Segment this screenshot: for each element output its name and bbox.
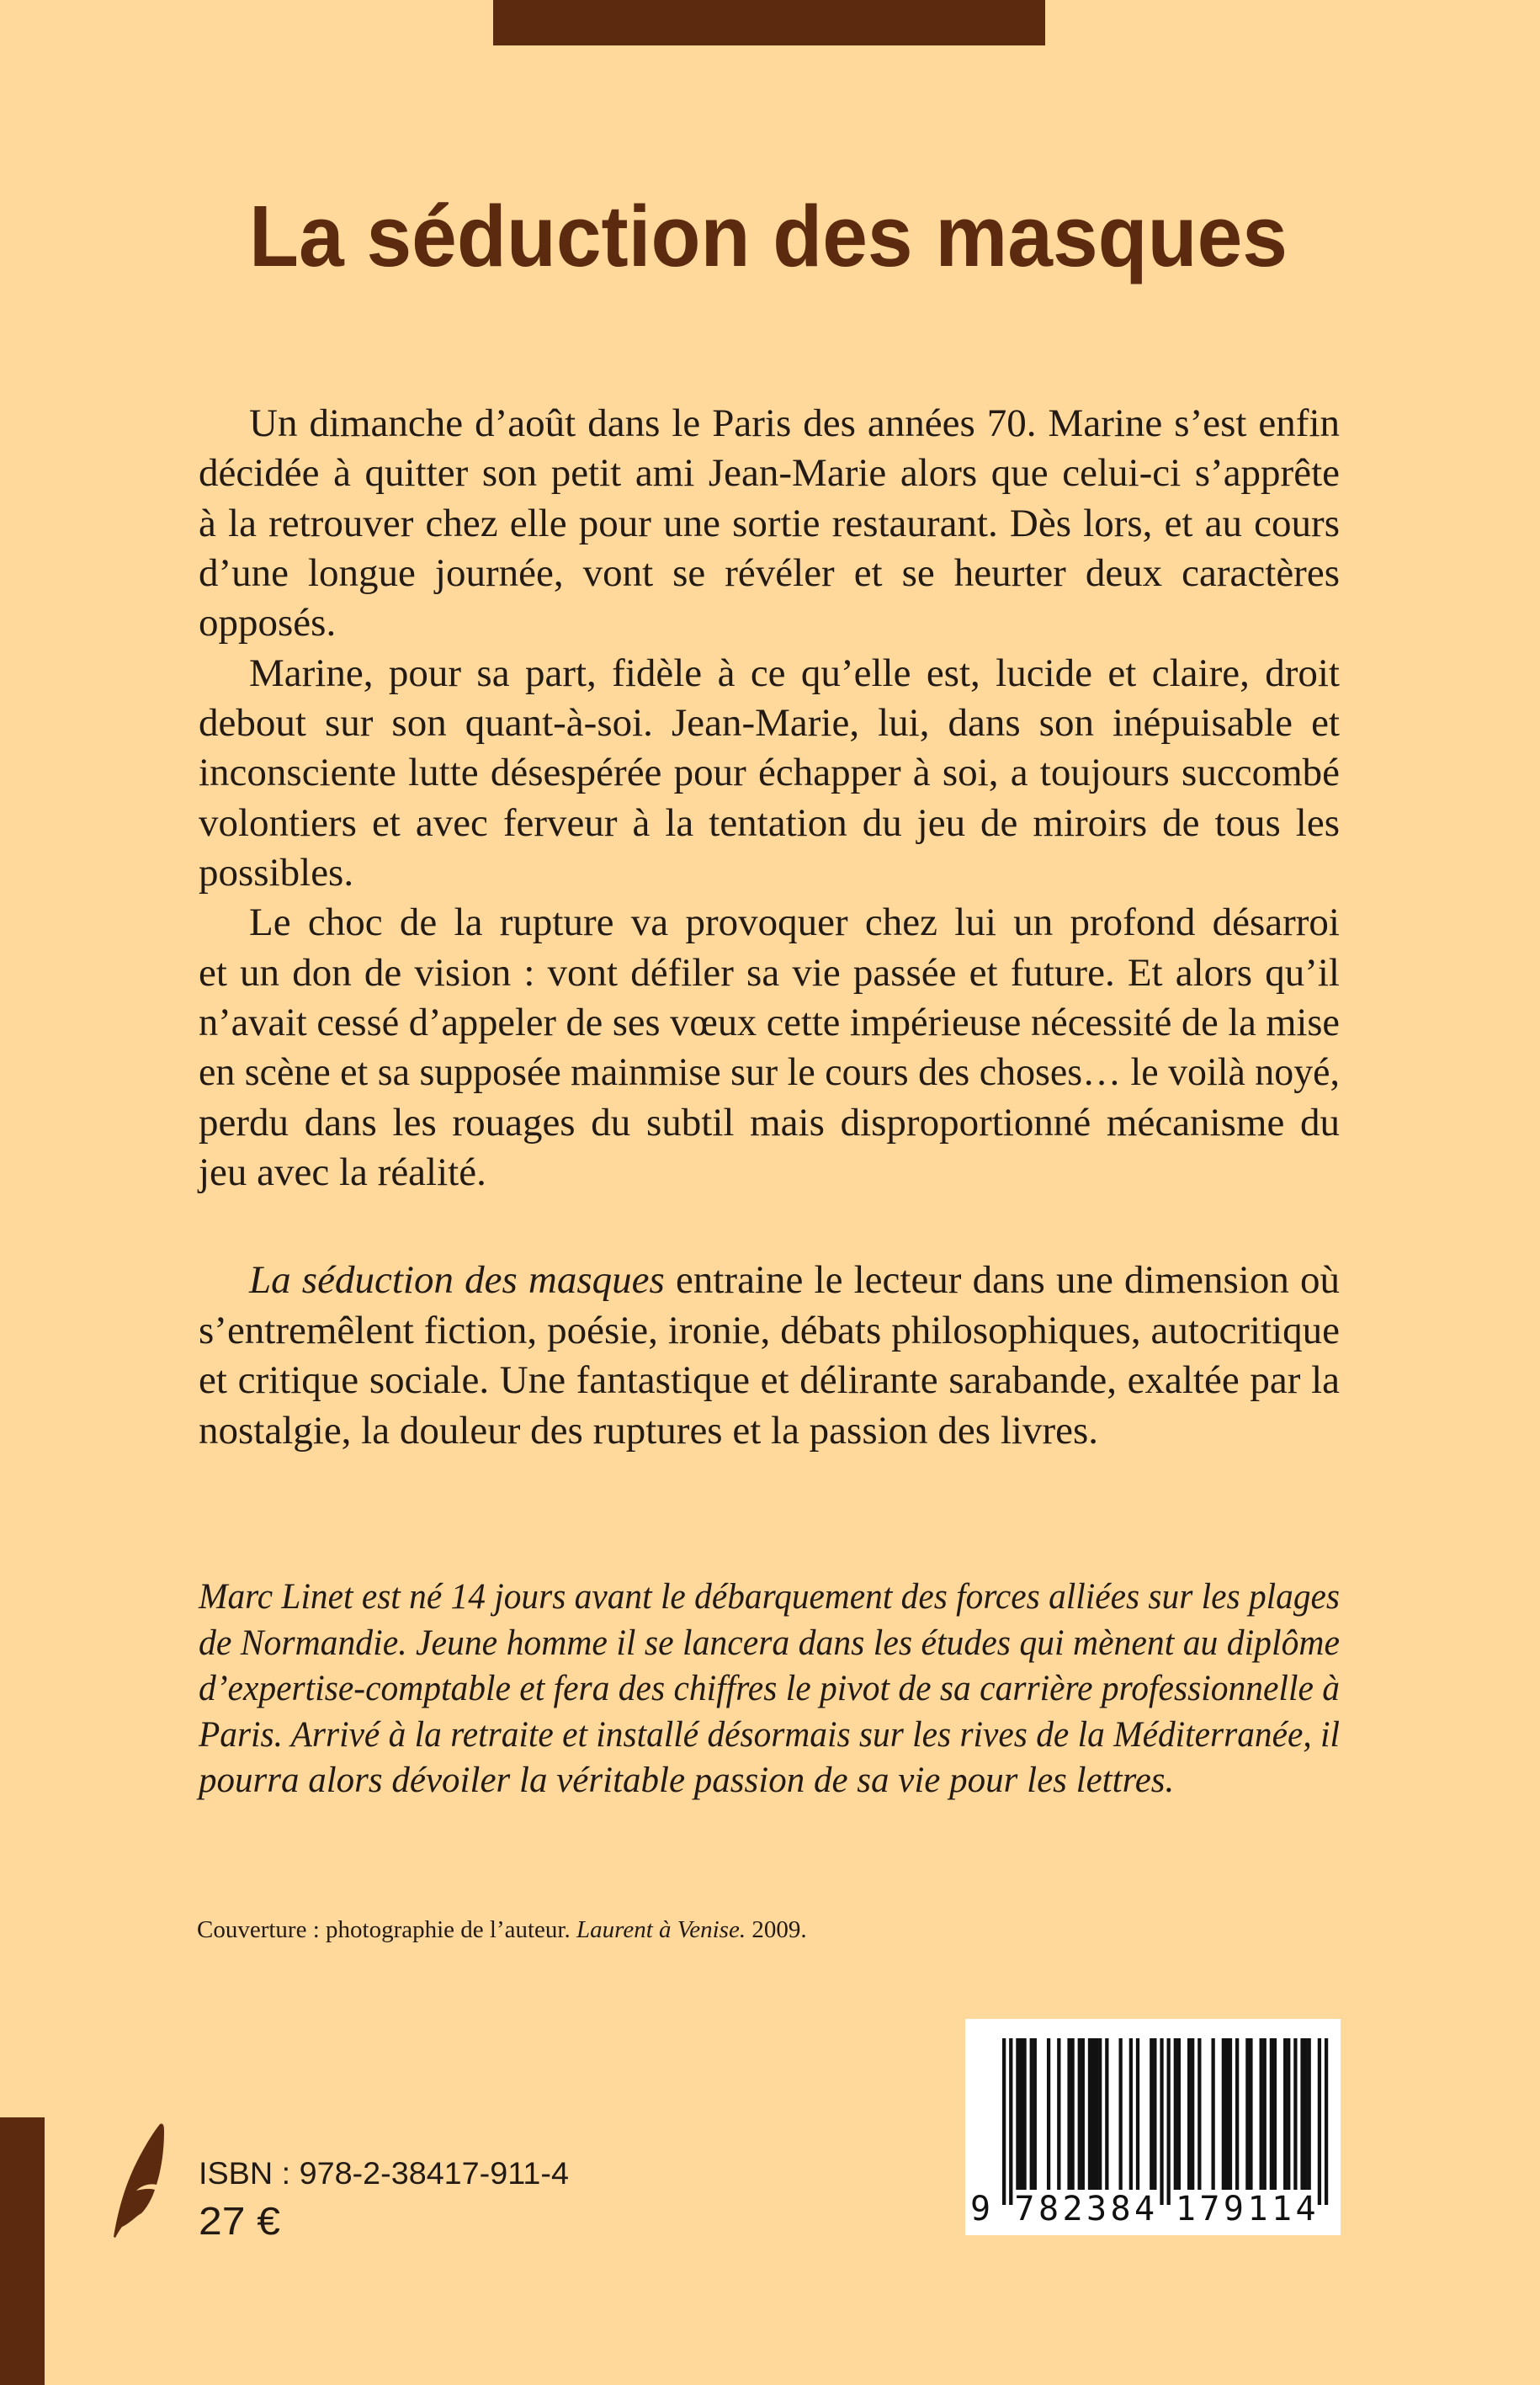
svg-text:1: 1 <box>1271 2190 1293 2228</box>
svg-text:1: 1 <box>1247 2190 1268 2228</box>
summary-line-text: Un dimanche d’août dans le Paris des années 70. Marine s’est enfin <box>249 401 1340 445</box>
summary-line <box>199 799 1340 848</box>
summary-line-text: debout sur son quant-à-soi. Jean-Marie, lui, dans son inépuisable et <box>199 700 1340 745</box>
summary-line <box>199 399 1340 449</box>
bio-line-text: Marc Linet est né 14 jours avant le débarquement des forces alliées sur les plages <box>199 1577 1340 1617</box>
promo-line <box>199 1306 1340 1357</box>
summary-line-text: opposés. <box>199 601 337 645</box>
promo-line <box>199 1256 1340 1306</box>
summary-line <box>199 1048 1340 1097</box>
promo-line-text: nostalgie, la douleur des ruptures et la passion des livres. <box>199 1408 1098 1453</box>
bio-line <box>199 1621 1340 1667</box>
summary-line <box>199 948 1340 998</box>
summary-line-text: et un don de vision : vont défiler sa vie passée et future. Et alors qu’il <box>199 950 1340 995</box>
summary-line-text: d’une longue journée, vont se révéler et se heurter deux caractères <box>199 550 1340 595</box>
summary-line-text: Le choc de la rupture va provoquer chez lui un profond désarroi <box>249 900 1340 945</box>
credit-year: 2009. <box>746 1916 807 1943</box>
summary-text <box>199 399 1340 1198</box>
bio-line-text: d’expertise-comptable et fera des chiffres le pivot de sa carrière professionnelle à <box>199 1669 1340 1708</box>
summary-line <box>199 649 1340 699</box>
promo-line <box>199 1356 1340 1406</box>
svg-text:8: 8 <box>1110 2190 1131 2228</box>
svg-text:7: 7 <box>1199 2190 1220 2228</box>
promo-line <box>199 1406 1340 1457</box>
svg-text:4: 4 <box>1134 2190 1155 2228</box>
bio-line <box>199 1666 1340 1713</box>
summary-line-text: perdu dans les rouages du subtil mais disproportionné mécanisme du <box>199 1100 1340 1145</box>
book-title-text: La séduction des masques <box>249 188 1288 284</box>
svg-text:2: 2 <box>1062 2190 1083 2228</box>
promo-title-italic: La séduction des masques <box>249 1258 665 1302</box>
bio-line-text: pourra alors dévoiler la véritable passion de sa vie pour les lettres. <box>199 1761 1175 1800</box>
bio-line-text: de Normandie. Jeune homme il se lancera dans les études qui mènent au diplôme <box>199 1623 1340 1663</box>
summary-line <box>199 848 1340 898</box>
book-title <box>249 186 1288 287</box>
top-accent-bar <box>493 0 1045 45</box>
isbn-barcode <box>965 2019 1341 2235</box>
promo-paragraph <box>199 1256 1340 1456</box>
summary-line-text: volontiers et avec ferveur à la tentation du jeu de miroirs de tous les <box>199 800 1340 845</box>
svg-text:3: 3 <box>1086 2190 1107 2228</box>
summary-line <box>199 699 1340 748</box>
isbn-value: ISBN : 978-2-38417-911-4 <box>199 2156 569 2191</box>
credit-photo-title: Laurent à Venise. <box>576 1916 746 1943</box>
credit-prefix: Couverture : photographie de l’auteur. <box>197 1916 576 1943</box>
summary-line-text: en scène et sa supposée mainmise sur le cours des choses… le voilà noyé, <box>199 1050 1340 1095</box>
summary-line-text: à la retrouver chez elle pour une sortie restaurant. Dès lors, et au cours <box>199 501 1340 545</box>
bio-line <box>199 1575 1340 1621</box>
svg-text:1: 1 <box>1175 2190 1196 2228</box>
svg-text:4: 4 <box>1295 2190 1316 2228</box>
summary-line-text: Marine, pour sa part, fidèle à ce qu’elle est, lucide et claire, droit <box>249 651 1340 695</box>
author-bio <box>199 1575 1340 1804</box>
summary-line <box>199 598 1340 648</box>
spine-accent-bar <box>0 2117 45 2385</box>
price-text <box>199 2199 280 2243</box>
bio-line-text: Paris. Arrivé à la retraite et installé désormais sur les rives de la Méditerranée, il <box>199 1714 1340 1755</box>
summary-line-text: n’avait cessé d’appeler de ses vœux cette impérieuse nécessité de la mise <box>199 1000 1340 1044</box>
summary-line-text: jeu avec la réalité. <box>199 1150 486 1194</box>
cover-credit <box>197 1915 807 1945</box>
svg-text:9: 9 <box>969 2190 991 2228</box>
summary-line <box>199 549 1340 598</box>
summary-line-text: décidée à quitter son petit ami Jean-Marie alors que celui-ci s’apprête <box>199 451 1340 496</box>
svg-text:8: 8 <box>1038 2190 1059 2228</box>
summary-line-text: inconsciente lutte désespérée pour échapper à soi, a toujours succombé <box>199 751 1340 795</box>
isbn-text <box>199 2155 569 2192</box>
promo-line-text: s’entremêlent fiction, poésie, ironie, débats philosophiques, autocritique <box>199 1308 1340 1352</box>
feather-icon <box>108 2119 172 2242</box>
summary-line <box>199 449 1340 498</box>
bio-line <box>199 1758 1340 1804</box>
summary-line <box>199 1148 1340 1198</box>
summary-line <box>199 748 1340 798</box>
summary-line <box>199 998 1340 1048</box>
svg-text:9: 9 <box>1223 2190 1245 2228</box>
price-value: 27 € <box>199 2199 280 2243</box>
summary-line-text: possibles. <box>199 850 354 895</box>
svg-text:7: 7 <box>1014 2190 1035 2228</box>
promo-first-line-text: entraine le lecteur dans une dimension où <box>664 1258 1340 1302</box>
bio-line <box>199 1713 1340 1759</box>
summary-line <box>199 898 1340 948</box>
summary-line <box>199 1098 1340 1148</box>
summary-line <box>199 499 1340 549</box>
barcode-graphic <box>965 2019 1341 2235</box>
promo-line-text: et critique sociale. Une fantastique et délirante sarabande, exaltée par la <box>199 1358 1340 1403</box>
